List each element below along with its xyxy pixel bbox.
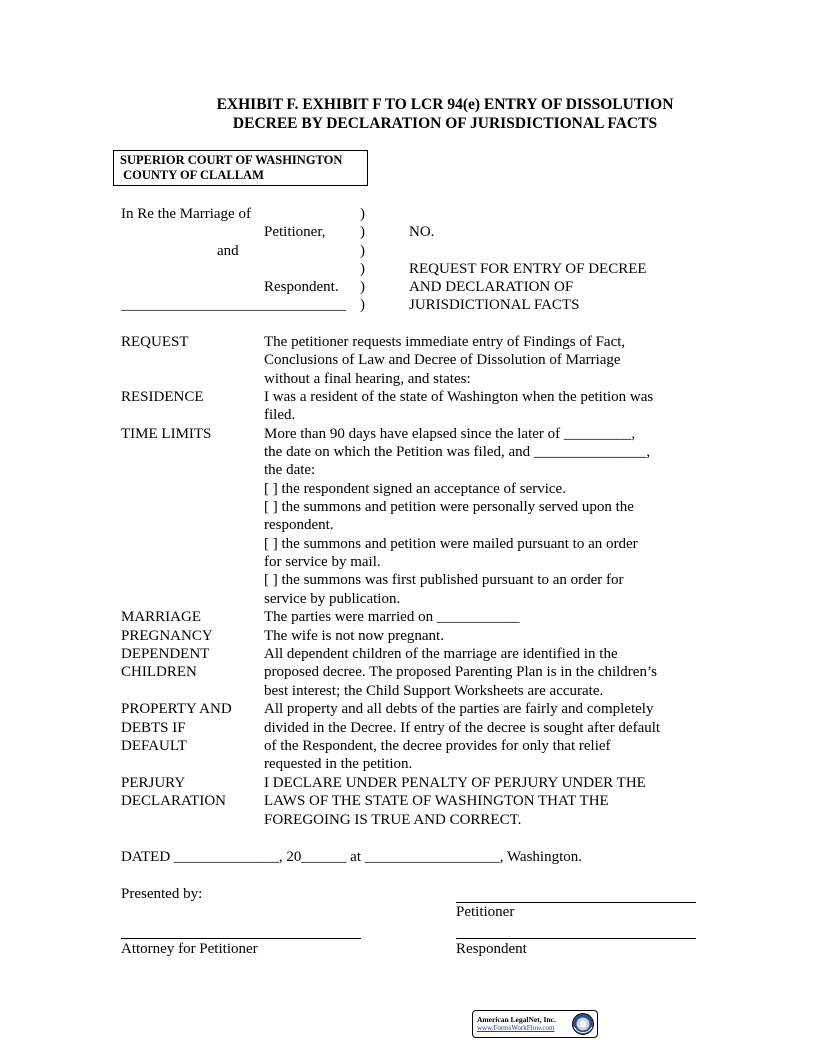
respondent-label: Respondent. — [264, 279, 339, 295]
property-debts-label: DEFAULT — [121, 738, 187, 754]
time-limits-text: More than 90 days have elapsed since the later of _________, — [264, 426, 636, 442]
caption-underline: ______________________________ — [121, 297, 346, 313]
perjury-label: PERJURY — [121, 775, 186, 791]
perjury-text: FOREGOING IS TRUE AND CORRECT. — [264, 812, 522, 828]
attorney-signature-label: Attorney for Petitioner — [121, 941, 258, 957]
publisher-logo — [472, 1010, 598, 1038]
document-title-line-2: DECREE BY DECLARATION OF JURISDICTIONAL FACTS — [232, 115, 658, 132]
dependent-children-label: DEPENDENT — [121, 646, 210, 662]
petitioner-signature-label: Petitioner — [456, 904, 515, 920]
caption-paren: ) — [360, 243, 365, 259]
caption-paren: ) — [360, 224, 365, 240]
property-debts-text: divided in the Decree. If entry of the decree is sought after default — [264, 720, 661, 736]
time-limits-text: the date on which the Petition was filed, and _______________, — [264, 444, 651, 460]
request-text: The petitioner requests immediate entry of Findings of Fact, — [264, 334, 626, 350]
perjury-label: DECLARATION — [121, 793, 226, 809]
pregnancy-text: The wife is not now pregnant. — [264, 628, 444, 644]
residence-label: RESIDENCE — [121, 389, 204, 405]
service-option-text: respondent. — [264, 517, 334, 533]
property-debts-label: PROPERTY AND — [121, 701, 232, 717]
request-text: without a final hearing, and states: — [264, 371, 471, 387]
service-option-text: for service by mail. — [264, 554, 381, 570]
service-option-checkbox[interactable]: [ ] the summons was first published pursuant to an order for — [264, 572, 624, 588]
pregnancy-label: PREGNANCY — [121, 628, 213, 644]
caption-paren: ) — [360, 279, 365, 295]
caption-paren: ) — [360, 206, 365, 222]
request-label: REQUEST — [121, 334, 189, 350]
perjury-text: I DECLARE UNDER PENALTY OF PERJURY UNDER THE — [264, 775, 646, 791]
perjury-text: LAWS OF THE STATE OF WASHINGTON THAT THE — [264, 793, 609, 809]
caption-paren: ) — [360, 297, 365, 313]
and-label: and — [217, 243, 239, 259]
petitioner-label: Petitioner, — [264, 224, 326, 240]
court-name: SUPERIOR COURT OF WASHINGTON — [120, 153, 343, 167]
property-debts-text: All property and all debts of the parties are fairly and completely — [264, 701, 654, 717]
caption-paren: ) — [360, 261, 365, 277]
time-limits-text: the date: — [264, 462, 316, 478]
in-re-label: In Re the Marriage of — [121, 206, 251, 222]
publisher-url[interactable]: www.FormsWorkFlow.com — [477, 1024, 555, 1032]
property-debts-text: requested in the petition. — [264, 756, 413, 772]
pleading-title-line: JURISDICTIONAL FACTS — [409, 297, 580, 313]
property-debts-text: of the Respondent, the decree provides for only that relief — [264, 738, 611, 754]
dependent-children-label: CHILDREN — [121, 664, 197, 680]
dated-line[interactable]: DATED ______________, 20______ at __________________, Washington. — [121, 849, 583, 865]
presented-by-label: Presented by: — [121, 886, 203, 902]
dependent-children-text: proposed decree. The proposed Parenting Plan is in the children’s — [264, 664, 657, 680]
case-number-label: NO. — [409, 224, 435, 240]
service-option-checkbox[interactable]: [ ] the summons and petition were personally served upon the — [264, 499, 634, 515]
service-option-checkbox[interactable]: [ ] the respondent signed an acceptance of service. — [264, 481, 566, 497]
service-option-text: service by publication. — [264, 591, 401, 607]
dependent-children-text: All dependent children of the marriage are identified in the — [264, 646, 618, 662]
marriage-label: MARRIAGE — [121, 609, 202, 625]
court-county: COUNTY OF CLALLAM — [120, 168, 264, 182]
marriage-text: The parties were married on ___________ — [264, 609, 520, 625]
residence-text: filed. — [264, 407, 296, 423]
respondent-signature-label: Respondent — [456, 941, 527, 957]
publisher-name: American LegalNet, Inc. — [477, 1015, 556, 1024]
document-title-line-1: EXHIBIT F. EXHIBIT F TO LCR 94(e) ENTRY OF DISSOLUTION — [216, 96, 674, 113]
respondent-signature-line[interactable] — [456, 938, 696, 939]
property-debts-label: DEBTS IF — [121, 720, 186, 736]
pleading-title-line: REQUEST FOR ENTRY OF DECREE — [409, 261, 647, 277]
residence-text: I was a resident of the state of Washington when the petition was — [264, 389, 654, 405]
time-limits-label: TIME LIMITS — [121, 426, 212, 442]
dependent-children-text: best interest; the Child Support Worksheets are accurate. — [264, 683, 604, 699]
pleading-title-line: AND DECLARATION OF — [409, 279, 574, 295]
globe-icon — [571, 1012, 595, 1036]
service-option-checkbox[interactable]: [ ] the summons and petition were mailed pursuant to an order — [264, 536, 638, 552]
attorney-signature-line[interactable] — [121, 938, 361, 939]
court-box — [113, 150, 368, 186]
request-text: Conclusions of Law and Decree of Dissolution of Marriage — [264, 352, 621, 368]
